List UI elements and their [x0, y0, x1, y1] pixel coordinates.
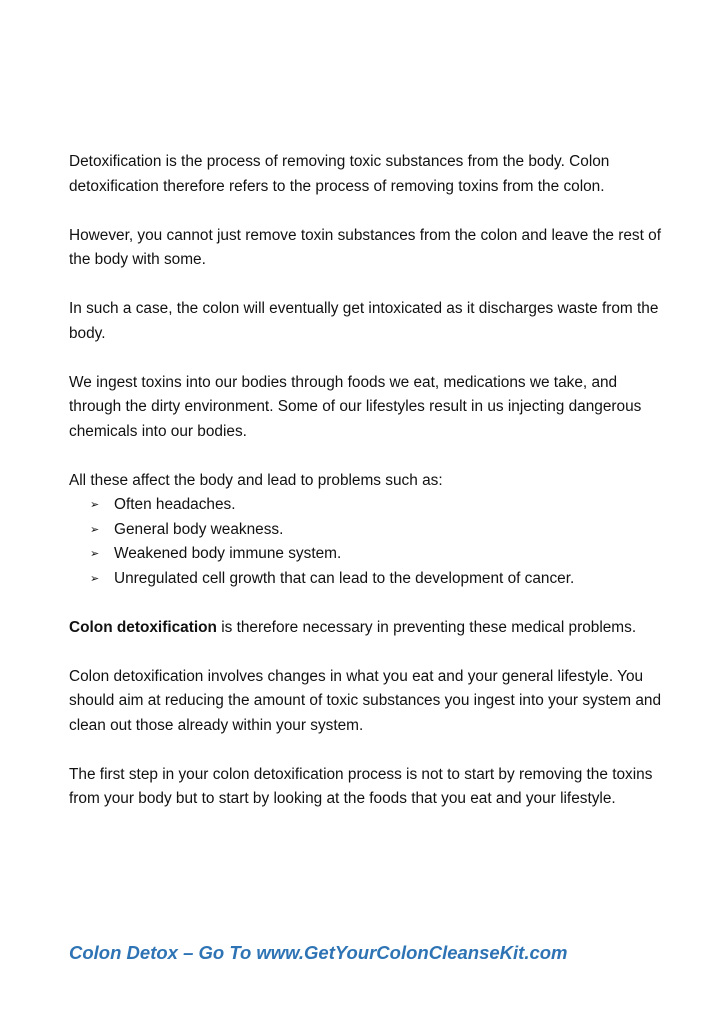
bold-term: Colon detoxification — [69, 618, 217, 636]
paragraph-detox-definition: Detoxification is the process of removing toxic substances from the body. Colon detoxification therefore refers to the process of removing toxins from the colon. — [69, 153, 610, 195]
list-item-text: Weakened body immune system. — [114, 545, 342, 562]
document-body — [69, 150, 669, 836]
paragraph-lifestyle-changes: Colon detoxification involves changes in what you eat and your general lifestyle. You should aim at reducing the amount of toxic substances you ingest into your system and clean out those already within your system. — [69, 667, 662, 734]
list-item — [90, 567, 669, 592]
paragraph-colon-only: However, you cannot just remove toxin substances from the colon and leave the rest of the body with some. — [69, 226, 662, 268]
arrow-bullet-icon: ➢ — [90, 572, 100, 585]
list-item-text: Often headaches. — [114, 496, 236, 513]
arrow-bullet-icon: ➢ — [90, 499, 100, 511]
footer-link-text: Colon Detox – Go To www.GetYourColonCleanseKit.com — [69, 942, 568, 963]
paragraph-necessary-rest: is therefore necessary in preventing these medical problems. — [216, 618, 637, 636]
list-item — [90, 542, 669, 567]
list-item-text: Unregulated cell growth that can lead to the development of cancer. — [114, 569, 575, 587]
paragraph-necessary — [69, 616, 669, 641]
list-item — [90, 518, 669, 543]
list-item-text: General body weakness. — [114, 520, 284, 538]
arrow-bullet-icon: ➢ — [90, 548, 100, 560]
paragraph-problems-intro: All these affect the body and lead to problems such as: — [69, 471, 443, 489]
paragraph-intoxicated: In such a case, the colon will eventually get intoxicated as it discharges waste from the body. — [69, 300, 659, 342]
list-item — [90, 493, 669, 518]
arrow-bullet-icon: ➢ — [90, 523, 100, 536]
paragraph-ingest-toxins: We ingest toxins into our bodies through foods we eat, medications we take, and through the dirty environment. Some of our lifestyles result in us injecting dangerous chemicals into our bodies. — [69, 373, 642, 440]
problems-list — [69, 493, 669, 591]
paragraph-first-step: The first step in your colon detoxification process is not to start by removing the toxins from your body but to start by looking at the foods that you eat and your lifestyle. — [69, 765, 653, 807]
